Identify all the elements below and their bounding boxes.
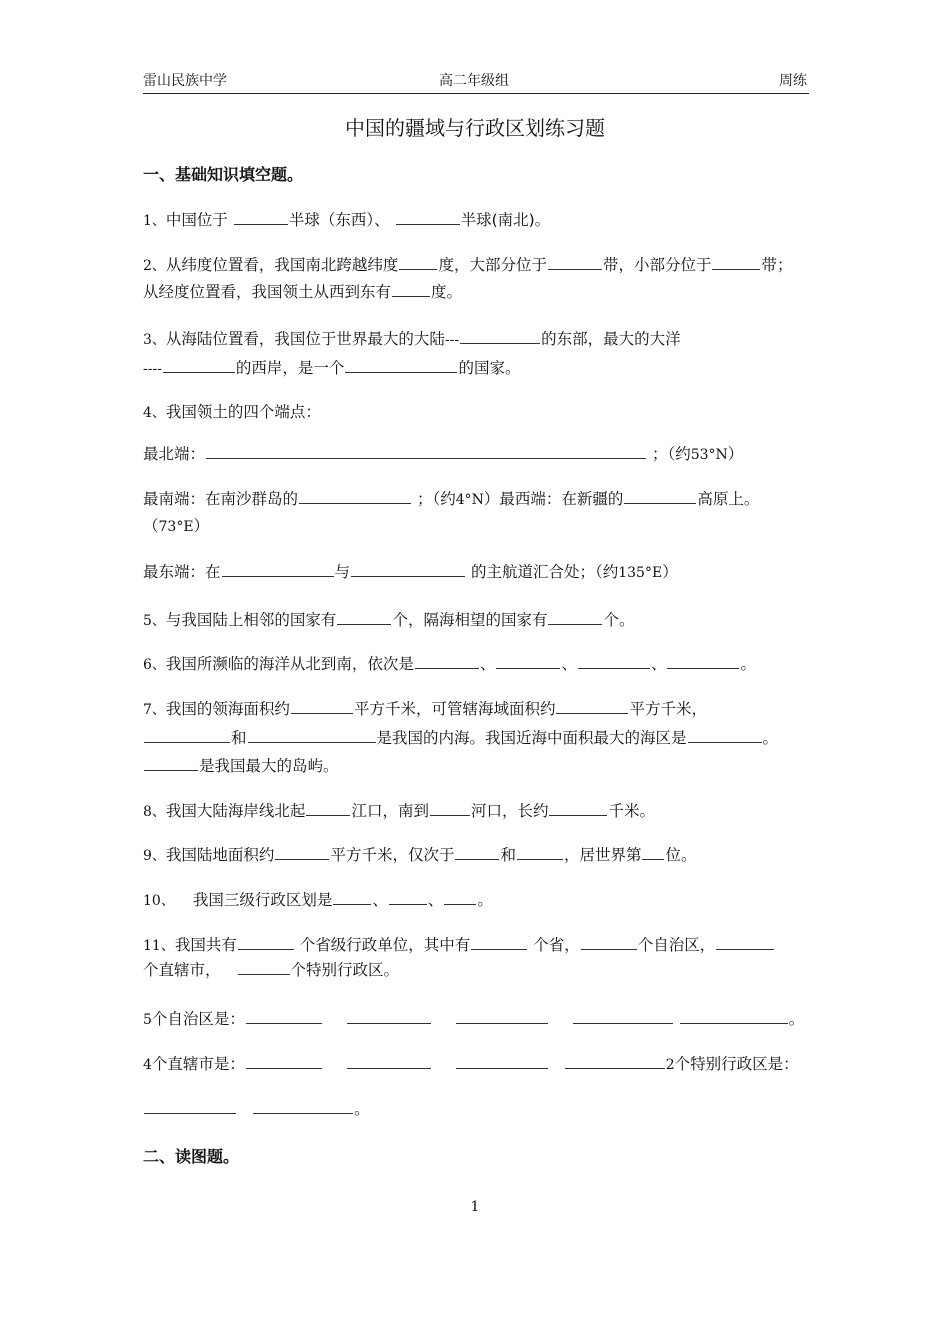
blank[interactable] [351,561,465,577]
blank[interactable] [688,727,762,743]
question-4-west-degree: （73°E） [143,517,210,535]
question-4-east: 最东端：在 与 的主航道汇合处；（约135°E） [143,563,678,581]
question-7-line-2: 和 是我国的内海。我国近海中面积最大的海区是 。 [143,727,778,749]
special-admin-regions-line: 。 [143,1098,369,1120]
blank[interactable] [565,1053,665,1069]
blank[interactable] [299,488,411,504]
page-title: 中国的疆域与行政区划练习题 [345,116,605,140]
blank[interactable] [347,1053,431,1069]
blank[interactable] [396,209,460,225]
blank[interactable] [496,653,560,669]
question-4: 4、我国领土的四个端点： [143,403,321,421]
blank[interactable] [144,755,198,771]
blank[interactable] [642,844,664,860]
blank[interactable] [716,934,774,950]
question-3-line-2: ---- 的西岸，是一个 的国家。 [143,359,521,377]
blank[interactable] [578,653,650,669]
question-2-line-1: 2、从纬度位置看，我国南北跨越纬度 度，大部分位于 带，小部分位于 带； [143,256,793,274]
blank[interactable] [624,488,696,504]
blank[interactable] [392,281,430,297]
blank[interactable] [206,443,646,459]
blank[interactable] [306,800,350,816]
blank[interactable] [291,698,353,714]
blank[interactable] [430,800,470,816]
blank[interactable] [389,889,427,905]
header-type: 周练 [779,73,807,89]
blank[interactable] [337,609,391,625]
blank[interactable] [680,1008,788,1024]
blank[interactable] [234,209,288,225]
blank[interactable] [581,934,637,950]
blank[interactable] [246,1053,322,1069]
question-6: 6、我国所濒临的海洋从北到南，依次是 、 、 、 。 [143,655,756,673]
blank[interactable] [275,844,329,860]
blank[interactable] [399,254,437,270]
blank[interactable] [238,959,290,975]
blank[interactable] [345,357,457,373]
blank[interactable] [548,254,602,270]
municipalities-line: 4个直辖市是： 2个特别行政区是： [143,1055,799,1073]
header-rule [143,93,809,94]
question-2-line-2: 从经度位置看，我国领土从西到东有 度。 [143,283,463,301]
question-7-line-1: 7、我国的领海面积约 平方千米，可管辖海域面积约 平方千米， [143,700,707,718]
question-4-south-west: 最南端：在南沙群岛的 ；（约4°N）最西端：在新疆的 高原上。 [143,490,760,508]
question-5: 5、与我国陆上相邻的国家有 个，隔海相望的国家有 个。 [143,611,635,629]
section-2-heading: 二、读图题。 [143,1147,240,1166]
blank[interactable] [573,1008,673,1024]
autonomous-regions-line: 5个自治区是： 。 [143,1010,805,1028]
blank[interactable] [471,934,527,950]
question-9: 9、我国陆地面积约 平方千米，仅次于 和 ，居世界第 位。 [143,846,697,864]
blank[interactable] [144,727,230,743]
blank[interactable] [347,1008,431,1024]
question-10: 10、 我国三级行政区划是 、 、 。 [143,891,493,909]
blank[interactable] [333,889,371,905]
question-11-line-2: 个直辖市， 个特别行政区。 [143,961,400,979]
blank[interactable] [548,609,602,625]
question-4-north: 最北端： ；（约53°N） [143,445,744,463]
question-3-line-1: 3、从海陆位置看，我国位于世界最大的大陆--- 的东部，最大的大洋 [143,330,681,348]
blank[interactable] [549,800,607,816]
blank[interactable] [238,934,294,950]
header-school: 雷山民族中学 [143,73,227,89]
blank[interactable] [222,561,334,577]
section-1-heading: 一、基础知识填空题。 [143,165,304,184]
blank[interactable] [248,727,376,743]
blank[interactable] [253,1098,353,1114]
question-1: 1、中国位于 半球（东西）、 半球(南北)。 [143,211,551,229]
blank[interactable] [712,254,760,270]
blank[interactable] [517,844,563,860]
blank[interactable] [456,1008,548,1024]
question-7-line-3: 是我国最大的岛屿。 [143,755,339,777]
blank[interactable] [460,328,540,344]
question-8: 8、我国大陆海岸线北起 江口，南到 河口，长约 千米。 [143,802,655,820]
blank[interactable] [455,844,499,860]
blank[interactable] [556,698,628,714]
blank[interactable] [163,357,235,373]
header-grade: 高二年级组 [439,73,509,89]
blank[interactable] [444,889,476,905]
blank[interactable] [246,1008,322,1024]
page-number: 1 [470,1199,480,1215]
blank[interactable] [456,1053,548,1069]
blank[interactable] [144,1098,236,1114]
blank[interactable] [415,653,479,669]
question-11-line-1: 11、我国共有 个省级行政单位，其中有 个省， 个自治区， [143,934,775,957]
blank[interactable] [667,653,739,669]
